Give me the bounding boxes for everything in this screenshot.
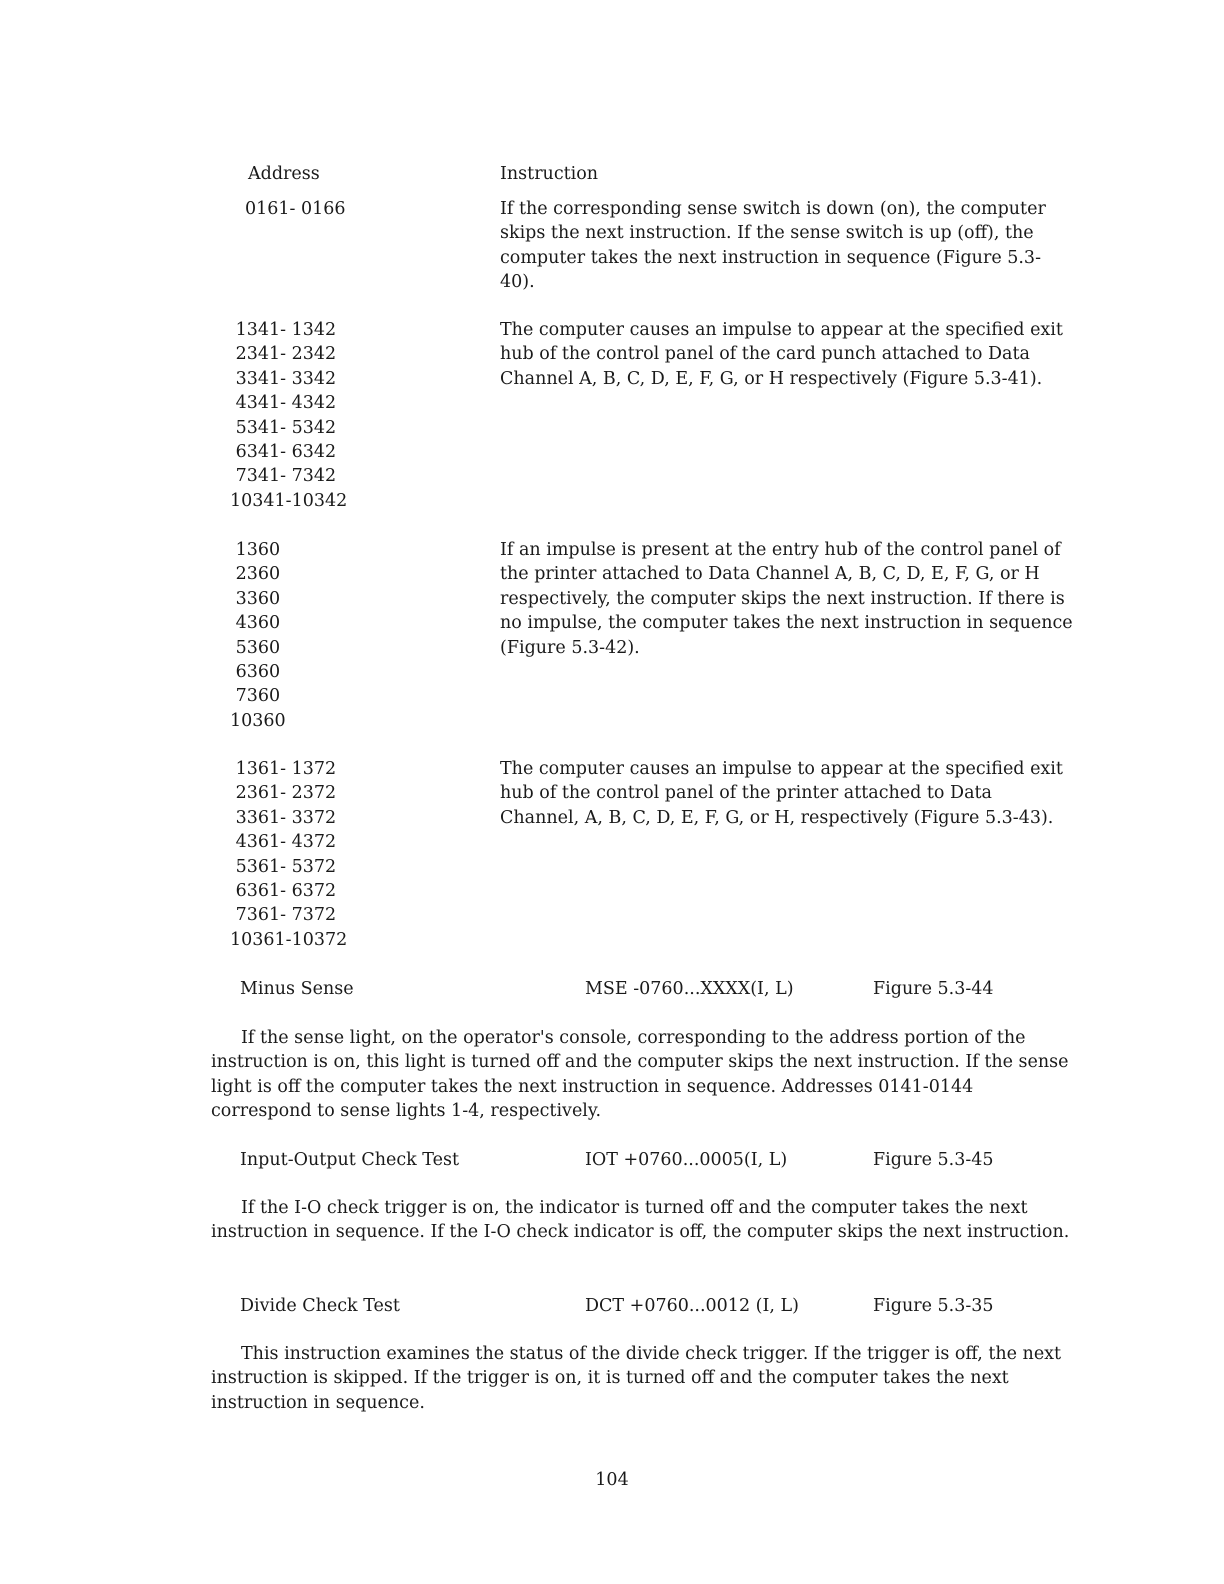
instruction-code: DCT +0760...0012 (I, L) bbox=[585, 1296, 799, 1316]
instruction-column-heading: Instruction bbox=[500, 164, 599, 184]
figure-reference: Figure 5.3-35 bbox=[873, 1296, 994, 1316]
address-value: 1341- 1342 bbox=[230, 320, 337, 340]
address-value: 6361- 6372 bbox=[230, 881, 337, 902]
instruction-heading bbox=[0, 1148, 1224, 1174]
instruction-paragraph: This instruction examines the status of the divide check trigger. If the trigger is off, the next instruction is skipped. If the trigger is on, it is turned off and the computer takes the next instruction in sequence. bbox=[211, 1344, 1062, 1413]
figure-reference: Figure 5.3-44 bbox=[873, 979, 994, 999]
instruction-description: If the corresponding sense switch is down (on), the computer skips the next instruction. If the sense switch is up (off), the computer takes the next instruction in sequence (Figure 5.3-40). bbox=[500, 199, 1046, 293]
address-value: 5361- 5372 bbox=[230, 856, 337, 877]
address-list bbox=[230, 757, 360, 952]
address-value: 6360 bbox=[230, 662, 281, 683]
instruction-description: The computer causes an impulse to appear at the specified exit hub of the control panel of the printer attached to Data Channel, A, B, C, D, E, F, G, or H, respectively (Figure 5.3-43). bbox=[500, 759, 1063, 828]
address-value: 2341- 2342 bbox=[230, 344, 337, 365]
address-value: 2361- 2372 bbox=[230, 783, 337, 804]
address-value: 4361- 4372 bbox=[230, 832, 337, 853]
address-value: 7341- 7342 bbox=[230, 466, 337, 487]
address-value: 5341- 5342 bbox=[230, 417, 337, 438]
instruction-name: Input-Output Check Test bbox=[240, 1150, 459, 1170]
instruction-heading bbox=[0, 977, 1224, 1003]
address-value: 0161- 0166 bbox=[245, 199, 346, 219]
instruction-paragraph: If the I-O check trigger is on, the indicator is turned off and the computer takes the next instruction in sequence. If the I-O check indicator is off, the computer skips the next instruction. bbox=[211, 1198, 1070, 1243]
address-value: 1360 bbox=[230, 540, 281, 560]
address-list bbox=[245, 197, 375, 221]
address-value: 3361- 3372 bbox=[230, 807, 337, 828]
instruction-description: The computer causes an impulse to appear at the specified exit hub of the control panel of the card punch attached to Data Channel A, B, C, D, E, F, G, or H respectively (Figure 5.3-41). bbox=[500, 320, 1063, 389]
instruction-paragraph: If the sense light, on the operator's console, corresponding to the address portion of the instruction is on, this light is turned off and the computer skips the next instruction. If the sense light is off the computer takes the next instruction in sequence. Addresses 0141-0144 correspond to sense lights 1-4, respectively. bbox=[211, 1028, 1069, 1122]
address-value: 10341-10342 bbox=[230, 490, 348, 511]
address-list bbox=[230, 538, 360, 733]
address-value: 7361- 7372 bbox=[230, 905, 337, 926]
instruction-code: MSE -0760...XXXX(I, L) bbox=[585, 979, 794, 999]
page-number: 104 bbox=[595, 1470, 629, 1490]
address-column-heading: Address bbox=[248, 164, 320, 184]
address-value: 2360 bbox=[230, 564, 281, 585]
address-value: 4360 bbox=[230, 613, 281, 634]
address-value: 6341- 6342 bbox=[230, 442, 337, 463]
address-value: 1361- 1372 bbox=[230, 759, 337, 779]
address-value: 7360 bbox=[230, 686, 281, 707]
instruction-code: IOT +0760...0005(I, L) bbox=[585, 1150, 788, 1170]
address-value: 10360 bbox=[230, 710, 286, 731]
address-value: 10361-10372 bbox=[230, 929, 348, 950]
figure-reference: Figure 5.3-45 bbox=[873, 1150, 994, 1170]
instruction-description: If an impulse is present at the entry hub of the control panel of the printer attached to Data Channel A, B, C, D, E, F, G, or H respectively, the computer skips the next instruction. If there is no impulse, the computer takes the next instruction in sequence (Figure 5.3-42). bbox=[500, 540, 1073, 658]
address-value: 4341- 4342 bbox=[230, 393, 337, 414]
instruction-heading bbox=[0, 1294, 1224, 1320]
address-value: 3341- 3342 bbox=[230, 368, 337, 389]
address-list bbox=[230, 318, 360, 513]
address-value: 5360 bbox=[230, 637, 281, 658]
instruction-name: Minus Sense bbox=[240, 979, 354, 999]
instruction-name: Divide Check Test bbox=[240, 1296, 400, 1316]
address-value: 3360 bbox=[230, 588, 281, 609]
